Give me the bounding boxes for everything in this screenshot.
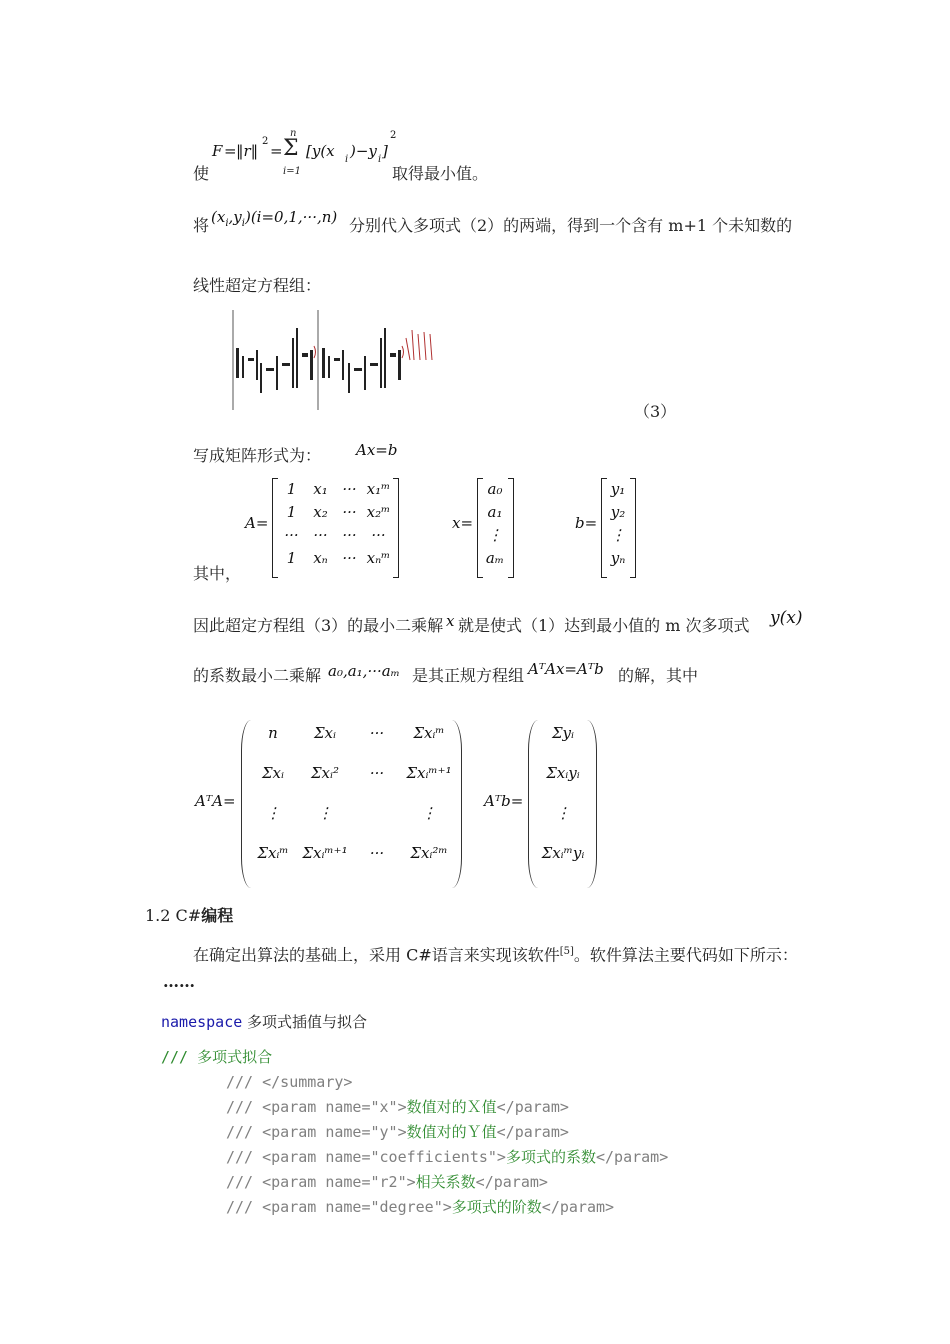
- eq-F-eq2: =: [270, 142, 283, 160]
- code-tag: /// <param name="x">: [226, 1098, 407, 1116]
- para8-suffix: 。软件算法主要代码如下所示：: [573, 945, 798, 965]
- code-end-tag: </param>: [541, 1198, 615, 1216]
- matrix-ATA-grid: [247, 724, 457, 884]
- code-comment-text: 相关系数: [415, 1173, 476, 1191]
- code-end-tag: </param>: [496, 1123, 569, 1141]
- matrix-ATA-cell: Σxᵢ²: [310, 764, 340, 782]
- vector-ATb: [484, 716, 604, 892]
- para1-suffix: 取得最小值。: [392, 164, 489, 183]
- vector-x-cell: aₘ: [485, 549, 505, 567]
- code-line: [226, 1070, 826, 1095]
- code-end-tag: </param>: [496, 1098, 569, 1116]
- eq-F-lhs: F: [212, 142, 223, 160]
- section-title: 编程: [201, 906, 234, 925]
- para6-prefix: 因此超定方程组（3）的最小二乘解: [193, 616, 444, 635]
- para7-eq: AᵀAx=Aᵀb: [528, 660, 604, 678]
- equation-3-image: [230, 308, 440, 412]
- code-comment-text: 数值对的Ｘ值: [406, 1098, 497, 1116]
- code-comment-text: 数值对的Ｙ值: [406, 1123, 497, 1141]
- ellipsis: ……: [163, 972, 195, 991]
- matrix-A-cell: ···: [371, 526, 386, 544]
- matrix-ATA-cell: Σxᵢᵐ⁺¹: [302, 844, 348, 862]
- code-keyword-namespace: namespace: [161, 1013, 243, 1031]
- para8: [193, 942, 798, 965]
- code-namespace-line: [161, 1011, 367, 1032]
- vector-x: [452, 474, 522, 580]
- matrix-ATA-cell: ⋮: [265, 804, 281, 822]
- matrix-A-cell: 1: [286, 549, 297, 567]
- matrix-A-cell: ···: [342, 480, 357, 498]
- matrix-A-cell: ···: [342, 503, 357, 521]
- para5-prefix: 其中，: [193, 564, 242, 583]
- matrix-ATA-cell: n: [268, 724, 278, 742]
- vector-b-cell: yₙ: [610, 549, 626, 567]
- vector-b-grid: [606, 480, 630, 574]
- para8-ref: [5]: [559, 946, 574, 957]
- para2-prefix: 将: [193, 216, 210, 235]
- matrix-A-cell: ···: [284, 526, 299, 544]
- code-namespace-name: 多项式插值与拟合: [242, 1013, 368, 1031]
- matrix-A-cell: xₙ: [313, 549, 328, 567]
- vector-x-grid: [482, 480, 508, 574]
- code-tag: /// <param name="y">: [226, 1123, 407, 1141]
- vector-ATb-cell: Σxᵢᵐyᵢ: [541, 844, 585, 862]
- para8-text: 在确定出算法的基础上，采用 C#语言来实现该软件: [193, 945, 560, 965]
- section-heading: [145, 906, 233, 926]
- para2-suffix: 分别代入多项式（2）的两端，得到一个含有 m+1 个未知数的: [349, 216, 793, 235]
- sum-top: n: [290, 128, 297, 139]
- code-line: [226, 1120, 826, 1145]
- matrix-A-cell: 1: [286, 503, 297, 521]
- matrix-ATA-cell: Σxᵢᵐ⁺¹: [406, 764, 452, 782]
- matrix-A-right-bracket: [393, 478, 399, 578]
- matrix-A-cell: x₂ᵐ: [366, 503, 391, 521]
- code-comment-title: /// 多项式拟合: [161, 1048, 273, 1066]
- matrix-A-cell: 1: [286, 480, 297, 498]
- code-line: [226, 1170, 826, 1195]
- equation-3-number: （3）: [634, 402, 677, 421]
- section-number: 1.2 C#: [145, 906, 202, 925]
- para2-math: $(x_i,y_i)(i=0,1,\cdot\cdot\cdot,n)$: [211, 208, 338, 229]
- matrix-A-label: A=: [245, 514, 269, 532]
- code-comment-text: 多项式的阶数: [451, 1198, 542, 1216]
- vector-b-cell: y₂: [610, 503, 626, 521]
- code-doc-comments: [226, 1070, 826, 1220]
- matrix-ATA-cell: ⋮: [317, 804, 333, 822]
- matrix-ATA-cell: Σxᵢᵐ: [413, 724, 445, 742]
- vector-b: [575, 474, 645, 580]
- matrix-A-cell: x₁ᵐ: [366, 480, 391, 498]
- eq-F-sub-i: i: [345, 154, 349, 165]
- code-line: [226, 1195, 826, 1220]
- para7-mid: 是其正规方程组: [412, 666, 525, 685]
- vector-b-cell: ⋮: [610, 526, 626, 544]
- matrix-A: [245, 474, 405, 580]
- matrix-A-cell: x₂: [313, 503, 328, 521]
- matrix-A-cell: ···: [342, 549, 357, 567]
- sigma-symbol: Σ: [283, 136, 299, 161]
- eq-F-pow2: 2: [390, 130, 397, 141]
- para7-suffix: 的解，其中: [618, 666, 699, 685]
- code-end-tag: </param>: [475, 1173, 548, 1191]
- matrix-A-cell: xₙᵐ: [366, 549, 391, 567]
- para4: 写成矩阵形式为：: [193, 446, 322, 465]
- vector-ATb-cell: Σyᵢ: [551, 724, 575, 742]
- code-tag: /// <param name="coefficients">: [226, 1148, 506, 1166]
- matrix-ATA-cell: Σxᵢ: [261, 764, 285, 782]
- para6-x: x: [446, 612, 455, 630]
- matrix-ATA-cell: ···: [369, 844, 385, 862]
- code-tag: /// </summary>: [226, 1073, 353, 1091]
- vector-ATb-label: Aᵀb=: [484, 792, 524, 810]
- vector-x-cell: ⋮: [487, 526, 503, 544]
- code-tag: /// <param name="r2">: [226, 1173, 416, 1191]
- matrix-ATA: [195, 716, 470, 892]
- code-line: [226, 1095, 826, 1120]
- vector-b-right-bracket: [630, 478, 636, 578]
- eq-F-mid: )−y: [350, 142, 377, 160]
- equation-3-graphic: [230, 308, 440, 412]
- vector-x-label: x=: [452, 514, 474, 532]
- para1-prefix: 使: [193, 164, 210, 183]
- para3: 线性超定方程组：: [193, 276, 322, 295]
- eq-F-sub-i2: i: [378, 154, 382, 165]
- equation-F: [210, 128, 397, 178]
- matrix-ATA-cell: Σxᵢᵐ: [257, 844, 289, 862]
- para6-mid: 就是使式（1）达到最小值的 m 次多项式: [458, 616, 750, 635]
- vector-x-cell: a₁: [487, 503, 503, 521]
- para7-coef: a₀,a₁,···aₘ: [328, 662, 400, 680]
- para6-yx: y(x): [770, 608, 803, 628]
- vector-b-label: b=: [575, 514, 598, 532]
- matrix-ATA-label: AᵀA=: [195, 792, 236, 810]
- matrix-A-grid: [277, 480, 393, 574]
- code-end-tag: </param>: [595, 1148, 669, 1166]
- eq-F-body: [y(x: [306, 142, 335, 160]
- code-line: [226, 1145, 826, 1170]
- vector-ATb-cell: Σxᵢyᵢ: [546, 764, 580, 782]
- matrix-ATA-cell: Σxᵢ: [313, 724, 337, 742]
- eq-F-norm: ‖r‖: [236, 142, 259, 160]
- eq-F-pow: 2: [262, 136, 269, 147]
- matrix-ATA-cell: Σxᵢ²ᵐ: [410, 844, 448, 862]
- vector-ATb-grid: [534, 724, 592, 884]
- matrix-A-cell: ···: [313, 526, 328, 544]
- eq-F-close: ]: [382, 142, 388, 160]
- matrix-A-cell: ···: [342, 526, 357, 544]
- vector-x-right-bracket: [508, 478, 514, 578]
- eq-F-eq: =: [224, 142, 237, 160]
- para7-prefix: 的系数最小二乘解: [193, 666, 322, 685]
- vector-ATb-cell: ⋮: [555, 804, 571, 822]
- matrix-ATA-cell: ···: [369, 764, 385, 782]
- para4-math: Ax=b: [356, 441, 398, 459]
- matrix-A-cell: x₁: [313, 480, 328, 498]
- matrix-ATA-cell: ···: [369, 724, 385, 742]
- matrix-ATA-cell: ⋮: [421, 804, 437, 822]
- vector-b-cell: y₁: [610, 480, 626, 498]
- sum-bottom: i=1: [283, 166, 301, 177]
- code-comment-text: 多项式的系数: [505, 1148, 596, 1166]
- vector-x-cell: a₀: [487, 480, 503, 498]
- code-tag: /// <param name="degree">: [226, 1198, 452, 1216]
